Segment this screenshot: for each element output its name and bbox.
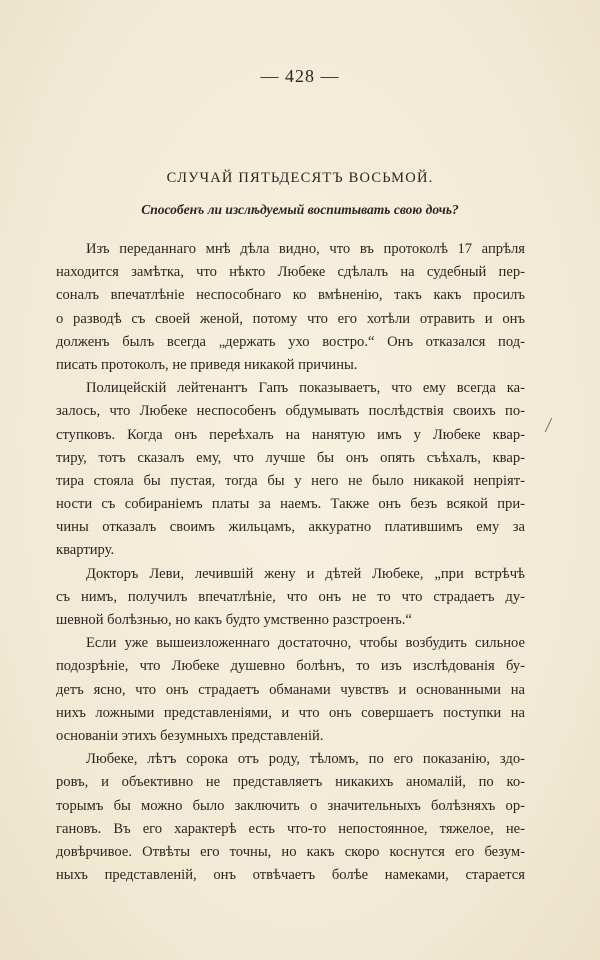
- text-line: нихъ ложными представленіями, и что онъ совершаетъ поступки на: [56, 704, 525, 721]
- text-line: ности съ собираніемъ платы за наемъ. Также онъ безъ всякой при-: [56, 496, 525, 513]
- text-line: чины отказалъ своимъ жильцамъ, аккуратно платившимъ ему за: [56, 519, 525, 536]
- text-line: Если уже вышеизложеннаго достаточно, чтобы возбудить сильное: [86, 635, 525, 652]
- text-line: о разводѣ съ своей женой, потому что его хотѣли отравить и онъ: [56, 310, 525, 327]
- text-line: детъ ясно, что онъ страдаетъ обманами чувствъ и основанными на: [56, 681, 525, 698]
- text-line: основаніи этихъ безумныхъ представленій.: [56, 727, 324, 744]
- text-line: квартиру.: [56, 542, 115, 559]
- text-line: подозрѣніе, что Любеке душевно болѣнъ, то изъ изслѣдованія бу-: [56, 658, 525, 675]
- text-line: тиру, тотъ сказалъ ему, что лучше бы онъ опять съѣхалъ, квар-: [56, 449, 525, 466]
- text-line: шевной болѣзнью, но какъ будто умственно разстроенъ.“: [56, 612, 412, 628]
- text-line: ступковъ. Когда онъ переѣхалъ на нанятую имъ у Любеке квар-: [56, 426, 525, 443]
- margin-pencil-mark: [545, 418, 561, 432]
- text-line: писать протоколъ, не приведя никакой причины.: [56, 356, 358, 373]
- text-line: торымъ бы можно было заключить о значительныхъ болѣзняхъ ор-: [56, 797, 525, 814]
- text-line: гановъ. Въ его характерѣ есть что-то непостоянное, тяжелое, не-: [56, 820, 525, 837]
- text-line: ровъ, и объективно не представляетъ никакихъ аномалій, по ко-: [56, 774, 525, 791]
- text-line: долженъ былъ всегда „держать ухо востро.“ Онъ отказался под-: [56, 333, 525, 350]
- text-line: находится замѣтка, что нѣкто Любеке сдѣлалъ на судебный пер-: [56, 264, 525, 281]
- chapter-subtitle: Способенъ ли изслѣдуемый воспитывать свою дочь?: [141, 202, 459, 217]
- text-line: Докторъ Леви, лечившій жену и дѣтей Любеке, „при встрѣчѣ: [86, 565, 525, 582]
- text-line: довѣрчивое. Отвѣты его точны, но какъ скоро коснутся его безум-: [56, 843, 525, 860]
- text-line: тира стояла бы пустая, тогда бы у него не было никакой непріят-: [56, 472, 525, 489]
- text-line: съ нимъ, получилъ впечатлѣніе, что онъ не то что страдаетъ ду-: [56, 588, 525, 605]
- text-line: Изъ переданнаго мнѣ дѣла видно, что въ протоколѣ 17 апрѣля: [86, 241, 525, 257]
- text-line: соналъ впечатлѣніе неспособнаго ко вмѣненію, такъ какъ просилъ: [56, 287, 525, 304]
- body-text: [56, 238, 525, 887]
- text-line: залось, что Любеке неспособенъ обдумывать послѣдствія своихъ по-: [56, 403, 525, 420]
- page-number: — 428 —: [260, 66, 340, 86]
- chapter-title: СЛУЧАЙ ПЯТЬДЕСЯТЪ ВОСЬМОЙ.: [166, 170, 434, 186]
- text-line: ныхъ представленій, онъ отвѣчаетъ болѣе намеками, старается: [56, 867, 525, 884]
- text-line: Любеке, лѣтъ сорока отъ роду, тѣломъ, по его показанію, здо-: [86, 751, 525, 768]
- text-line: Полицейскій лейтенантъ Гапъ показываетъ, что ему всегда ка-: [86, 380, 525, 397]
